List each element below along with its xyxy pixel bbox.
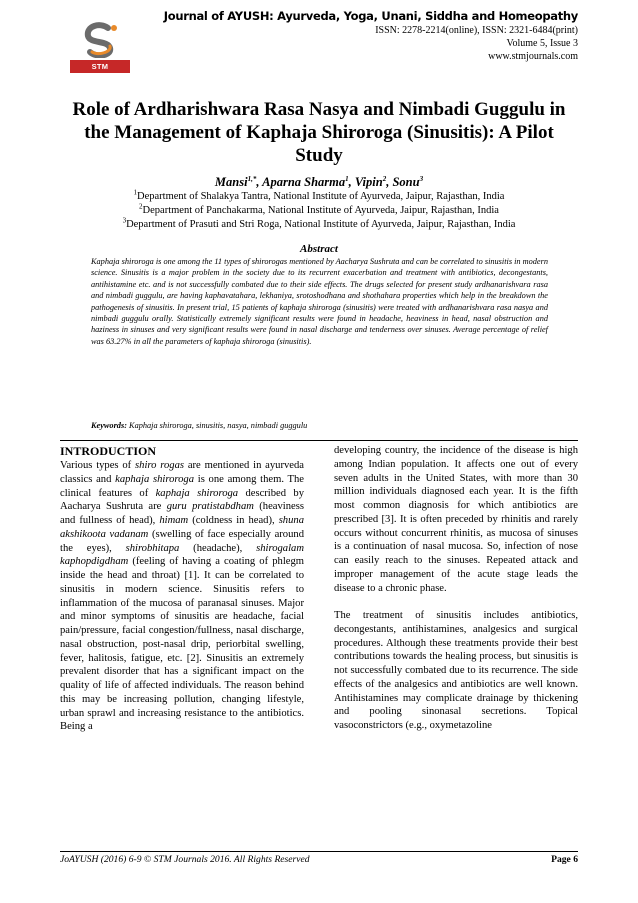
journal-issn: ISSN: 2278-2214(online), ISSN: 2321-6484(print) bbox=[375, 25, 578, 36]
journal-header bbox=[60, 8, 578, 84]
body-column-left bbox=[60, 444, 304, 734]
sanskrit-term: shiro rogas bbox=[135, 460, 184, 471]
stm-journals-logo bbox=[70, 22, 130, 84]
affiliation-list bbox=[30, 190, 608, 232]
author: Vipin$^2$, bbox=[354, 174, 393, 189]
paper-title: Role of Ardharishwara Rasa Nasya and Nimbadi Guggulu in the Management of Kaphaja Shiroroga (Sinusitis): A Pilot Study bbox=[72, 99, 566, 166]
text-run: is one among them. The clinical features of bbox=[60, 473, 304, 499]
author-list bbox=[60, 174, 578, 190]
journal-website[interactable]: www.stmjournals.com bbox=[488, 51, 578, 62]
author-affil-mark: 1 bbox=[345, 174, 349, 183]
keywords-value: Kaphaja shiroroga, sinusitis, nasya, nimbadi guggulu bbox=[129, 421, 308, 430]
keywords bbox=[91, 420, 548, 431]
footer-divider bbox=[60, 851, 578, 852]
sanskrit-term: shirobhitapa bbox=[125, 542, 180, 554]
author: Mansi$^{1,*}$, bbox=[214, 174, 263, 189]
text-run: (heaviness and fullness of head), bbox=[60, 501, 304, 526]
journal-info bbox=[164, 8, 578, 63]
sanskrit-term: himam bbox=[159, 515, 189, 526]
journal-volume: Volume 5, Issue 3 bbox=[506, 38, 578, 49]
abstract-heading: Abstract bbox=[300, 243, 338, 255]
abstract-text: Kaphaja shiroroga is one among the 11 types of shirorogas mentioned by Aacharya Sushruta and can be correlated to sinusitis in modern science. Sinusitis is a major problem in the society due to its recurrent exacerbation and treatment with antibiotics, decongestants, antihistamine etc. and is not successfully combated due to their side effects. The drugs selected for present study ardhanarishvara rasa and nimbadi guggulu, are having kaphavatahara, lekhaniya, srotoshodhana and shothahara properties which help in the breakdown the pathogenesis of sinusitis. In present trial, 15 patients of kaphaja shiroroga (sinusitis) were treated with ardhanarishvara rasa nasya and nimbadi guggulu orally. Statistically extremely significant results were found in headache, heaviness in head, nasal obstruction and haziness in sinuses and very significant results were found in nasal discharge and tenderness over sinuses. Average percentage of relief was 63.27% in all the parameters of kaphaja shiroroga (sinusitis). bbox=[91, 257, 548, 346]
text-run: (swelling of face especially around the eyes), bbox=[60, 528, 304, 554]
author-affil-mark: 1,* bbox=[247, 174, 257, 183]
body-column-right bbox=[334, 444, 578, 733]
affiliation: $^3$Department of Prasuti and Stri Roga, National Institute of Ayurveda, Jaipur, Rajasthan, India bbox=[122, 216, 516, 230]
author-name: Aparna Sharma bbox=[262, 175, 346, 189]
sanskrit-term: kaphaja shiroroga bbox=[115, 473, 195, 485]
author bbox=[392, 175, 423, 189]
text-run: (headache), bbox=[179, 542, 257, 554]
text-run: described by Aacharya Sushruta are bbox=[60, 487, 304, 513]
affiliation: $^2$Department of Panchakarma, National Institute of Ayurveda, Jaipur, Rajasthan, India bbox=[139, 202, 499, 216]
author-name: Mansi bbox=[214, 175, 248, 189]
author-name: Sonu bbox=[392, 175, 420, 189]
introduction-heading: INTRODUCTION bbox=[60, 444, 157, 458]
sanskrit-term: shirogalam kaphopdigdham bbox=[60, 542, 304, 568]
affiliation: $^1$Department of Shalakya Tantra, National Institute of Ayurveda, Jaipur, Rajasthan, India bbox=[133, 188, 505, 202]
sanskrit-term: shuna akshikoota vadanam bbox=[60, 515, 304, 540]
author-affil-mark: 3 bbox=[419, 174, 424, 183]
logo-swirl-icon bbox=[78, 22, 122, 58]
sanskrit-term: kaphaja shiroroga bbox=[155, 487, 239, 499]
section-divider bbox=[60, 440, 578, 441]
text-run: (coldness in head), bbox=[188, 515, 279, 526]
author: Aparna Sharma$^1$, bbox=[262, 174, 355, 189]
introduction-paragraph-continued: developing country, the incidence of the disease is high among Indian population. It affects one out of every seven adults in the United States, with more than 30 million individuals diagnosed each year. It is the fifth most common diagnosis for which antibiotics are prescribed [3]. It is often preceded by rhinitis and rarely occurs without concurrent rhinitis, as mucosa of sinuses is a continuation of nasal mucosa. So, infection of nose can easily reach to the sinuses. Repeated attack and improper management of the acute stage leads the disease to a chronic phase. bbox=[334, 445, 578, 594]
footer-citation: JoAYUSH (2016) 6-9 © STM Journals 2016. All Rights Reserved bbox=[60, 854, 310, 865]
logo-brand-text: STM JOURNALS bbox=[70, 60, 130, 73]
author-affil-mark: 2 bbox=[382, 174, 387, 183]
sanskrit-term: guru pratistabdham bbox=[166, 501, 254, 513]
introduction-paragraph bbox=[60, 459, 304, 734]
page-number: Page 6 bbox=[551, 854, 578, 865]
keywords-label: Keywords: bbox=[91, 421, 127, 430]
treatment-paragraph: The treatment of sinusitis includes antibiotics, decongestants, antihistamines, analgesics and surgical procedures. Although these treatments provide their best contributions towards the healing process, but sinusitis is not successfully combated due to its recurrence. The side effects of the analgesics and antibiotics are well known. Antihistamines may complicate drainage by thickening and pooling sinonasal secretions. Topical vasoconstrictors (e.g., oxymetazoline bbox=[334, 610, 578, 731]
author-name: Vipin bbox=[354, 175, 383, 189]
text-run: are mentioned in ayurveda classics and bbox=[60, 460, 305, 485]
journal-title: Journal of AYUSH: Ayurveda, Yoga, Unani, Siddha and Homeopathy bbox=[163, 9, 578, 23]
text-run: (feeling of having a coating of phlegm inside the head and throat) [1]. It can be correlated to sinusitis in modern science. Sinusitis refers to inflammation of the mucosa of paranasal sinuses. Major and minor symptoms of sinusitis are headache, facial pain/pressure, facial congestion/fullness, nasal discharge, nasal obstruction, post-nasal drip, periorbital swelling, fever, halitosis, fatigue, etc. [2]. Sinusitis an extremely prevalent disorder that has a significant impact on the quality of life of affected individuals. The reason behind this may be increasing pollution, changing lifestyle, urban sprawl and increasing resistance to the antibiotics. Being a bbox=[60, 556, 304, 733]
text-run: Various types of bbox=[60, 460, 136, 471]
